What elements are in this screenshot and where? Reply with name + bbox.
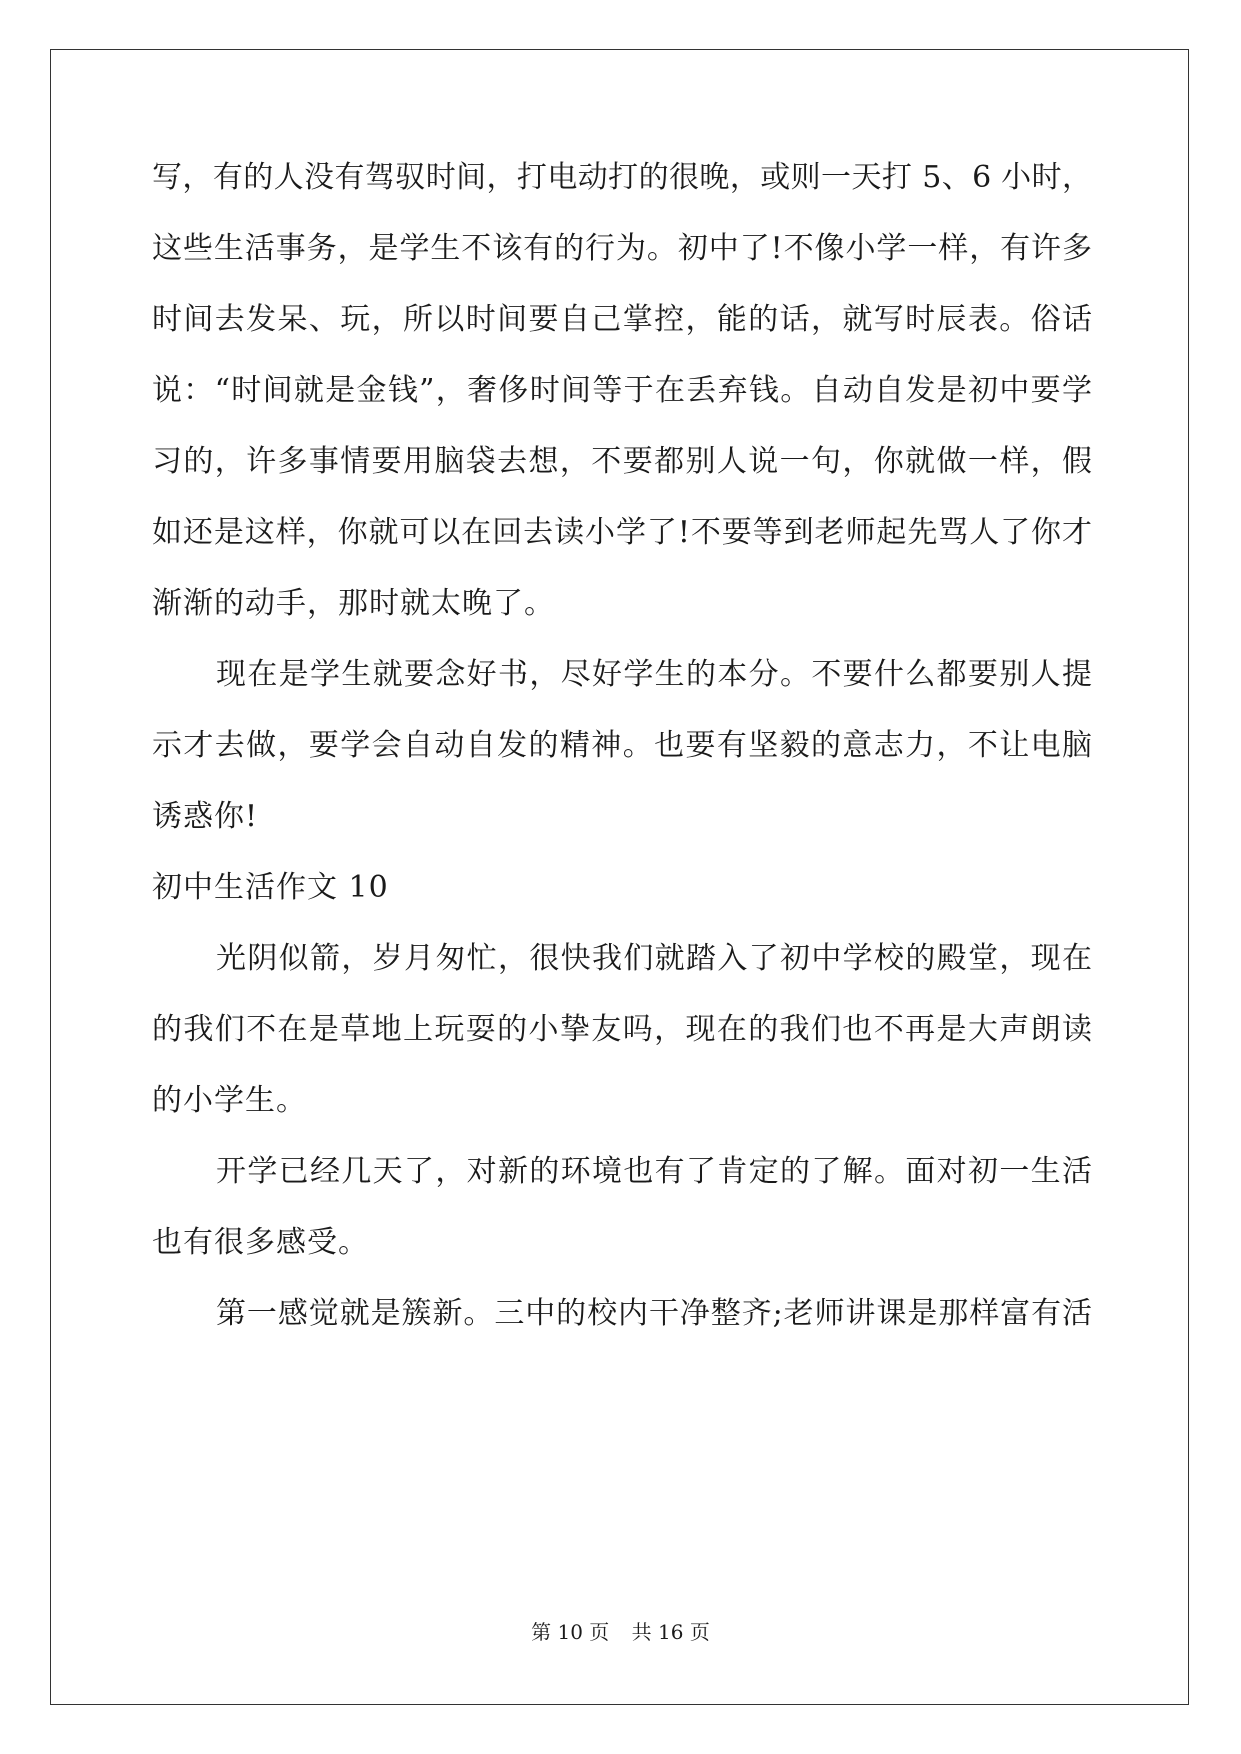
text-line: 的小学生。 bbox=[152, 1083, 307, 1118]
text-line: 这些生活事务，是学生不该有的行为。初中了!不像小学一样，有许多 bbox=[152, 231, 1092, 266]
text-line: 习的，许多事情要用脑袋去想，不要都别人说一句，你就做一样，假 bbox=[152, 444, 1092, 479]
text-line: 写，有的人没有驾驭时间，打电动打的很晚，或则一天打 5、6 小时， bbox=[152, 160, 1092, 195]
page-number-total: 共 16 页 bbox=[631, 1620, 710, 1644]
paragraph-first-line: 第一感觉就是簇新。三中的校内干净整齐;老师讲课是那样富有活 bbox=[216, 1296, 1092, 1331]
text-line: 说：“时间就是金钱”，奢侈时间等于在丢弃钱。自动自发是初中要学 bbox=[152, 373, 1092, 408]
paragraph-first-line: 开学已经几天了，对新的环境也有了肯定的了解。面对初一生活 bbox=[216, 1154, 1092, 1189]
section-heading: 初中生活作文 10 bbox=[152, 870, 389, 905]
text-line: 的我们不在是草地上玩耍的小挚友吗，现在的我们也不再是大声朗读 bbox=[152, 1012, 1092, 1047]
text-line: 示才去做，要学会自动自发的精神。也要有坚毅的意志力，不让电脑 bbox=[152, 728, 1092, 763]
text-line: 时间去发呆、玩，所以时间要自己掌控，能的话，就写时辰表。俗话 bbox=[152, 302, 1092, 337]
text-line: 诱惑你! bbox=[152, 799, 259, 834]
paragraph-first-line: 现在是学生就要念好书，尽好学生的本分。不要什么都要别人提 bbox=[216, 657, 1092, 692]
paragraph-first-line: 光阴似箭，岁月匆忙，很快我们就踏入了初中学校的殿堂，现在 bbox=[216, 941, 1092, 976]
text-line: 如还是这样，你就可以在回去读小学了!不要等到老师起先骂人了你才 bbox=[152, 515, 1092, 550]
page-number-current: 第 10 页 bbox=[531, 1620, 610, 1644]
text-line: 渐渐的动手，那时就太晚了。 bbox=[152, 586, 555, 621]
page-footer bbox=[0, 1618, 1241, 1646]
text-line: 也有很多感受。 bbox=[152, 1225, 369, 1260]
